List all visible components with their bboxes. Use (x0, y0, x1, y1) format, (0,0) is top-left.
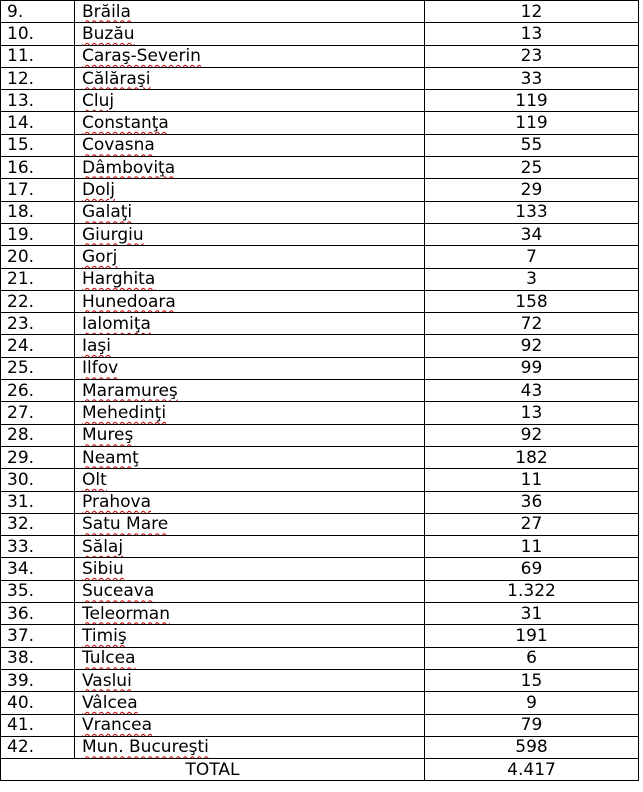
county-name-cell (75, 446, 425, 468)
row-number: 27. (1, 402, 75, 424)
county-name: Vaslui (82, 670, 132, 691)
county-name-cell (75, 469, 425, 491)
row-number: 15. (1, 134, 75, 156)
table-row (1, 223, 639, 245)
county-name-cell (75, 179, 425, 201)
table-row (1, 380, 639, 402)
county-name-cell (75, 536, 425, 558)
table-row (1, 112, 639, 134)
county-value: 23 (425, 45, 639, 67)
county-value: 72 (425, 313, 639, 335)
row-number: 31. (1, 491, 75, 513)
row-number: 25. (1, 357, 75, 379)
county-name: Satu Mare (82, 514, 169, 535)
county-value: 25 (425, 157, 639, 179)
county-value: 158 (425, 290, 639, 312)
county-name-cell (75, 513, 425, 535)
table-row (1, 469, 639, 491)
county-value: 11 (425, 536, 639, 558)
row-number: 37. (1, 625, 75, 647)
county-value: 34 (425, 223, 639, 245)
county-name-cell (75, 23, 425, 45)
county-name-cell (75, 714, 425, 736)
row-number: 29. (1, 446, 75, 468)
county-value: 191 (425, 625, 639, 647)
county-name: Sibiu (82, 559, 124, 580)
row-number: 40. (1, 692, 75, 714)
county-name: Caraş-Severin (82, 46, 201, 67)
county-value: 43 (425, 380, 639, 402)
table-row (1, 290, 639, 312)
county-name-cell (75, 736, 425, 758)
county-value: 11 (425, 469, 639, 491)
row-number: 30. (1, 469, 75, 491)
table-row (1, 90, 639, 112)
county-value: 99 (425, 357, 639, 379)
county-value: 69 (425, 558, 639, 580)
county-value: 133 (425, 201, 639, 223)
table-row (1, 558, 639, 580)
county-name-cell (75, 380, 425, 402)
county-name: Brăila (82, 1, 131, 22)
row-number: 16. (1, 157, 75, 179)
county-name-cell (75, 45, 425, 67)
row-number: 35. (1, 580, 75, 602)
table-row (1, 313, 639, 335)
county-name-cell (75, 134, 425, 156)
row-number: 24. (1, 335, 75, 357)
county-value: 6 (425, 647, 639, 669)
county-name-cell (75, 223, 425, 245)
table-row (1, 669, 639, 691)
county-value: 36 (425, 491, 639, 513)
county-name: Călăraşi (82, 68, 151, 89)
county-value: 182 (425, 446, 639, 468)
row-number: 19. (1, 223, 75, 245)
row-number: 13. (1, 90, 75, 112)
row-number: 41. (1, 714, 75, 736)
table-row (1, 513, 639, 535)
table-row (1, 1, 639, 23)
county-name-cell (75, 1, 425, 23)
county-name: Gorj (82, 246, 118, 267)
county-value: 1.322 (425, 580, 639, 602)
table-row (1, 714, 639, 736)
county-value: 3 (425, 268, 639, 290)
county-name-cell (75, 290, 425, 312)
county-name: Maramureş (82, 380, 178, 401)
county-name: Iaşi (82, 336, 112, 357)
county-name-cell (75, 424, 425, 446)
county-name-cell (75, 112, 425, 134)
county-name-cell (75, 491, 425, 513)
row-number: 23. (1, 313, 75, 335)
county-name: Dolj (82, 180, 115, 201)
county-name: Mehedinţi (82, 402, 167, 423)
row-number: 32. (1, 513, 75, 535)
row-number: 42. (1, 736, 75, 758)
county-value: 31 (425, 603, 639, 625)
county-name-cell (75, 313, 425, 335)
table-row (1, 603, 639, 625)
table-row (1, 357, 639, 379)
table-row (1, 692, 639, 714)
county-name-cell (75, 357, 425, 379)
county-name: Buzău (82, 23, 135, 44)
county-name-cell (75, 580, 425, 602)
county-name-cell (75, 335, 425, 357)
table-row (1, 134, 639, 156)
row-number: 9. (1, 1, 75, 23)
county-value: 13 (425, 23, 639, 45)
table-row (1, 625, 639, 647)
table-row (1, 424, 639, 446)
table-row (1, 23, 639, 45)
row-number: 21. (1, 268, 75, 290)
county-name: Sălaj (82, 536, 124, 557)
county-value: 9 (425, 692, 639, 714)
county-value: 12 (425, 1, 639, 23)
county-name-cell (75, 603, 425, 625)
row-number: 38. (1, 647, 75, 669)
county-name: Neamţ (82, 447, 139, 468)
table-row (1, 536, 639, 558)
county-name-cell (75, 157, 425, 179)
county-name-cell (75, 67, 425, 89)
county-value: 92 (425, 335, 639, 357)
county-name: Hunedoara (82, 291, 176, 312)
row-number: 33. (1, 536, 75, 558)
county-name-cell (75, 669, 425, 691)
county-name: Constanţa (82, 113, 169, 134)
table-row (1, 268, 639, 290)
table-row (1, 157, 639, 179)
county-name-cell (75, 558, 425, 580)
table-row (1, 67, 639, 89)
county-value: 598 (425, 736, 639, 758)
county-name: Prahova (82, 492, 152, 513)
county-name-cell (75, 268, 425, 290)
county-value: 79 (425, 714, 639, 736)
county-name: Vrancea (82, 715, 153, 736)
county-value: 13 (425, 402, 639, 424)
row-number: 36. (1, 603, 75, 625)
table-row (1, 647, 639, 669)
row-number: 39. (1, 669, 75, 691)
table-row (1, 45, 639, 67)
row-number: 28. (1, 424, 75, 446)
county-name: Vâlcea (82, 692, 138, 713)
table-row (1, 179, 639, 201)
county-name-cell (75, 692, 425, 714)
county-name: Mureş (82, 425, 134, 446)
county-name: Covasna (82, 135, 155, 156)
county-name: Tulcea (82, 648, 136, 669)
county-name-cell (75, 201, 425, 223)
county-name: Galaţi (82, 202, 133, 223)
total-label: TOTAL (1, 759, 425, 781)
county-name-cell (75, 647, 425, 669)
county-name-cell (75, 402, 425, 424)
table-row (1, 246, 639, 268)
county-name-cell (75, 90, 425, 112)
county-name: Giurgiu (82, 224, 144, 245)
county-name: Dâmboviţa (82, 157, 176, 178)
county-value: 27 (425, 513, 639, 535)
county-name: Suceava (82, 581, 155, 602)
row-number: 34. (1, 558, 75, 580)
county-value: 92 (425, 424, 639, 446)
row-number: 10. (1, 23, 75, 45)
row-number: 18. (1, 201, 75, 223)
row-number: 12. (1, 67, 75, 89)
county-name: Ilfov (82, 358, 119, 379)
county-value: 119 (425, 112, 639, 134)
row-number: 26. (1, 380, 75, 402)
table-row (1, 201, 639, 223)
county-value: 29 (425, 179, 639, 201)
table-row (1, 335, 639, 357)
county-value: 15 (425, 669, 639, 691)
table-row (1, 491, 639, 513)
county-name: Mun. Bucureşti (82, 737, 209, 758)
county-name: Timiş (82, 625, 127, 646)
county-name-cell (75, 246, 425, 268)
county-name: Teleorman (82, 603, 170, 624)
county-value: 119 (425, 90, 639, 112)
row-number: 11. (1, 45, 75, 67)
county-value: 55 (425, 134, 639, 156)
county-name: Olt (82, 469, 107, 490)
table-row (1, 736, 639, 758)
county-name: Ialomiţa (82, 313, 151, 334)
total-value: 4.417 (425, 759, 639, 781)
row-number: 22. (1, 290, 75, 312)
table-row (1, 580, 639, 602)
county-name: Harghita (82, 269, 156, 290)
table-body (1, 1, 639, 759)
row-number: 17. (1, 179, 75, 201)
county-name: Cluj (82, 90, 115, 111)
row-number: 14. (1, 112, 75, 134)
table-row (1, 402, 639, 424)
table-row (1, 446, 639, 468)
county-value: 7 (425, 246, 639, 268)
row-number: 20. (1, 246, 75, 268)
total-row (1, 759, 639, 781)
county-value: 33 (425, 67, 639, 89)
county-name-cell (75, 625, 425, 647)
